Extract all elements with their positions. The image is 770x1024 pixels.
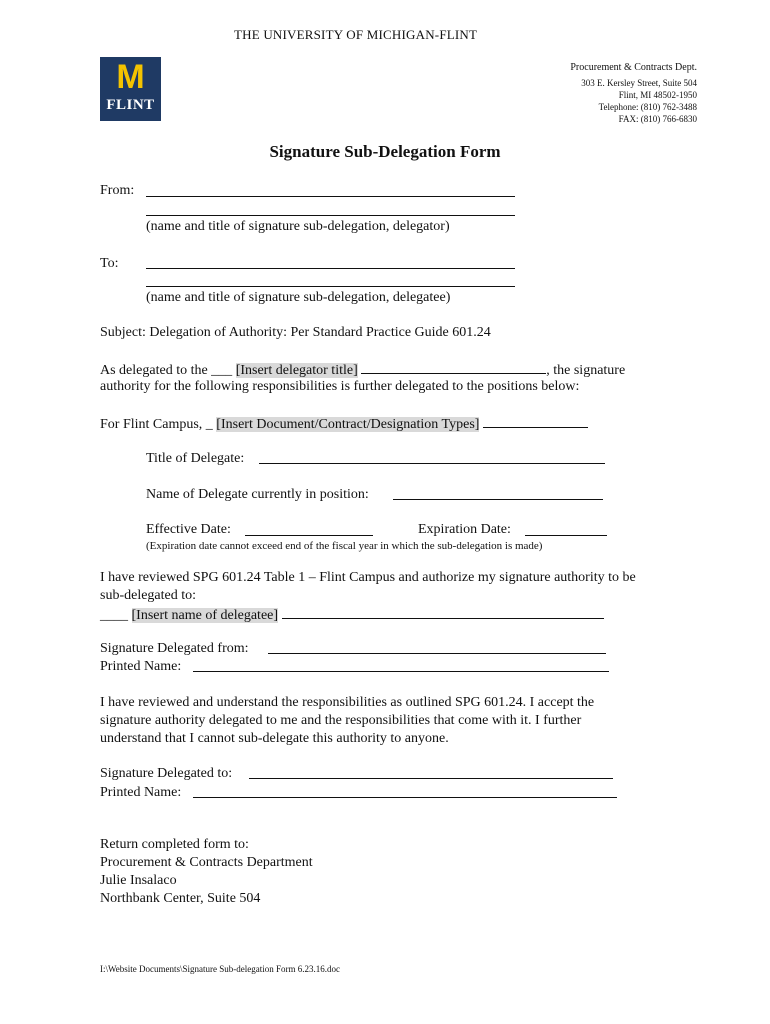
printed-name-1-label: Printed Name: xyxy=(100,659,182,674)
subject-line: Subject: Delegation of Authority: Per Standard Practice Guide 601.24 xyxy=(100,325,491,340)
title-of-delegate-label: Title of Delegate: xyxy=(146,451,245,466)
form-title: Signature Sub-Delegation Form xyxy=(269,142,501,161)
expiration-date-line[interactable] xyxy=(525,535,607,536)
document-types-line[interactable] xyxy=(483,415,588,428)
printed-name-1-line[interactable] xyxy=(193,671,609,672)
return-line4: Northbank Center, Suite 504 xyxy=(100,891,261,906)
to-line-1[interactable] xyxy=(146,268,515,269)
printed-name-2-line[interactable] xyxy=(193,797,617,798)
from-line-1[interactable] xyxy=(146,196,515,197)
name-of-delegate-label: Name of Delegate currently in position: xyxy=(146,487,369,502)
to-caption: (name and title of signature sub-delegation, delegatee) xyxy=(146,290,451,305)
review-line1: I have reviewed SPG 601.24 Table 1 – Flint Campus and authorize my signature authority to be xyxy=(100,570,636,585)
from-caption: (name and title of signature sub-delegation, delegator) xyxy=(146,219,450,234)
to-label: To: xyxy=(100,256,119,271)
sig-from-label: Signature Delegated from: xyxy=(100,641,249,656)
dept-name: Procurement & Contracts Dept. xyxy=(570,62,697,73)
delegator-title-field[interactable]: [Insert delegator title] xyxy=(235,363,358,378)
delegated-pre: As delegated to the ___ xyxy=(100,363,236,378)
expiration-note: (Expiration date cannot exceed end of the fiscal year in which the sub-delegation is made) xyxy=(146,540,543,552)
accept-line3: understand that I cannot sub-delegate this authority to anyone. xyxy=(100,731,449,746)
printed-name-2-label: Printed Name: xyxy=(100,785,182,800)
delegator-title-line[interactable] xyxy=(361,361,546,374)
to-line-2[interactable] xyxy=(146,286,515,287)
footer-file-path: I:\Website Documents\Signature Sub-delegation Form 6.23.16.doc xyxy=(100,964,340,974)
campus-sentence xyxy=(100,415,588,433)
um-flint-logo xyxy=(100,57,161,121)
delegatee-name-field[interactable]: [Insert name of delegatee] xyxy=(131,608,279,623)
review-line2: sub-delegated to: xyxy=(100,588,197,603)
sig-to-line[interactable] xyxy=(249,778,613,779)
expiration-date-label: Expiration Date: xyxy=(418,522,511,537)
from-label: From: xyxy=(100,183,135,198)
effective-date-line[interactable] xyxy=(245,535,373,536)
review-pre: ____ xyxy=(100,608,132,623)
accept-line2: signature authority delegated to me and the responsibilities that come with it. I further xyxy=(100,713,582,728)
logo-block-m: M xyxy=(116,58,145,96)
dept-telephone: Telephone: (810) 762-3488 xyxy=(598,102,697,112)
sig-from-line[interactable] xyxy=(268,653,606,654)
accept-line1: I have reviewed and understand the responsibilities as outlined SPG 601.24. I accept the xyxy=(100,695,595,710)
sig-to-label: Signature Delegated to: xyxy=(100,766,233,781)
delegated-line2: authority for the following responsibilities is further delegated to the positions below: xyxy=(100,379,580,394)
campus-pre: For Flint Campus, _ xyxy=(100,417,217,432)
title-of-delegate-line[interactable] xyxy=(259,463,605,464)
return-line3: Julie Insalaco xyxy=(100,873,177,888)
from-line-2[interactable] xyxy=(146,215,515,216)
university-name: THE UNIVERSITY OF MICHIGAN-FLINT xyxy=(234,27,478,42)
delegated-sentence xyxy=(100,361,625,379)
effective-date-label: Effective Date: xyxy=(146,522,231,537)
dept-address-line1: 303 E. Kersley Street, Suite 504 xyxy=(581,78,697,88)
dept-address-line2: Flint, MI 48502-1950 xyxy=(618,90,697,100)
delegatee-name-line[interactable] xyxy=(282,606,604,619)
dept-fax: FAX: (810) 766-6830 xyxy=(618,114,697,124)
document-types-field[interactable]: [Insert Document/Contract/Designation Types] xyxy=(216,417,480,432)
return-line2: Procurement & Contracts Department xyxy=(100,855,313,870)
review-delegatee xyxy=(100,606,604,624)
return-line1: Return completed form to: xyxy=(100,837,249,852)
delegated-post: , the signature xyxy=(546,363,626,378)
name-of-delegate-line[interactable] xyxy=(393,499,603,500)
logo-flint-text: FLINT xyxy=(106,97,155,113)
